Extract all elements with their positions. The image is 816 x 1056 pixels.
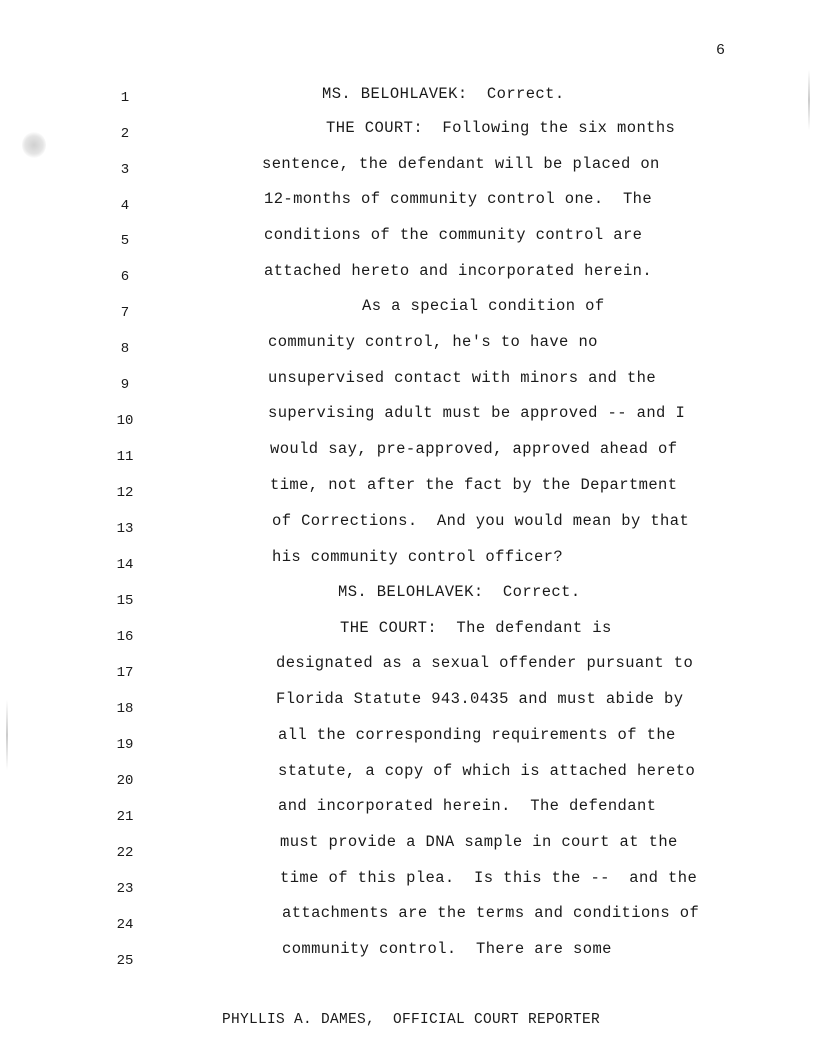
line-number: 17 [116,665,134,681]
line-number: 2 [120,126,130,142]
line-number: 5 [120,233,130,249]
page-number: 6 [716,42,726,59]
transcript-line: of Corrections. And you would mean by that [272,512,690,530]
transcript-line: would say, pre-approved, approved ahead of [270,440,678,458]
transcript-line: community control, he's to have no [268,333,598,351]
line-number: 16 [116,629,134,645]
line-number: 6 [120,269,130,285]
transcript-line: time of this plea. Is this the -- and the [280,869,698,887]
line-number: 12 [116,485,134,501]
line-number: 15 [116,593,134,609]
line-number: 14 [116,557,134,573]
line-number: 20 [116,773,134,789]
line-number: 7 [120,305,130,321]
transcript-line: his community control officer? [272,548,564,566]
transcript-line: MS. BELOHLAVEK: Correct. [322,85,565,103]
transcript-line: conditions of the community control are [264,226,643,244]
transcript-line: supervising adult must be approved -- and I [268,404,686,422]
transcript-line: community control. There are some [282,940,612,958]
line-number: 24 [116,917,134,933]
transcript-line: MS. BELOHLAVEK: Correct. [338,583,581,601]
line-number: 18 [116,701,134,717]
line-number: 3 [120,162,130,178]
transcript-line: time, not after the fact by the Department [270,476,678,494]
line-number: 21 [116,809,134,825]
line-number: 10 [116,413,134,429]
transcript-line: 12-months of community control one. The [264,190,653,208]
transcript-line: Florida Statute 943.0435 and must abide by [276,690,684,708]
line-number: 19 [116,737,134,753]
line-number: 13 [116,521,134,537]
transcript-line: sentence, the defendant will be placed on [262,155,660,173]
line-number: 11 [116,449,134,465]
transcript-line: must provide a DNA sample in court at the [280,833,678,851]
transcript-line: THE COURT: The defendant is [340,619,612,637]
transcript-line: attached hereto and incorporated herein. [264,262,653,280]
line-number: 8 [120,341,130,357]
transcript-line: As a special condition of [362,297,605,315]
line-number: 1 [120,90,130,106]
transcript-line: statute, a copy of which is attached hereto [278,762,696,780]
line-number: 25 [116,953,134,969]
transcript-line: all the corresponding requirements of the [278,726,676,744]
line-number: 4 [120,198,130,214]
line-number: 23 [116,881,134,897]
transcript-line: designated as a sexual offender pursuant to [276,654,694,672]
transcript-line: THE COURT: Following the six months [326,119,676,137]
transcript-line: unsupervised contact with minors and the [268,369,657,387]
line-number: 9 [120,377,130,393]
court-reporter-footer: PHYLLIS A. DAMES, OFFICIAL COURT REPORTER [222,1012,601,1028]
transcript-line: and incorporated herein. The defendant [278,797,657,815]
line-number: 22 [116,845,134,861]
transcript-line: attachments are the terms and conditions of [282,904,700,922]
